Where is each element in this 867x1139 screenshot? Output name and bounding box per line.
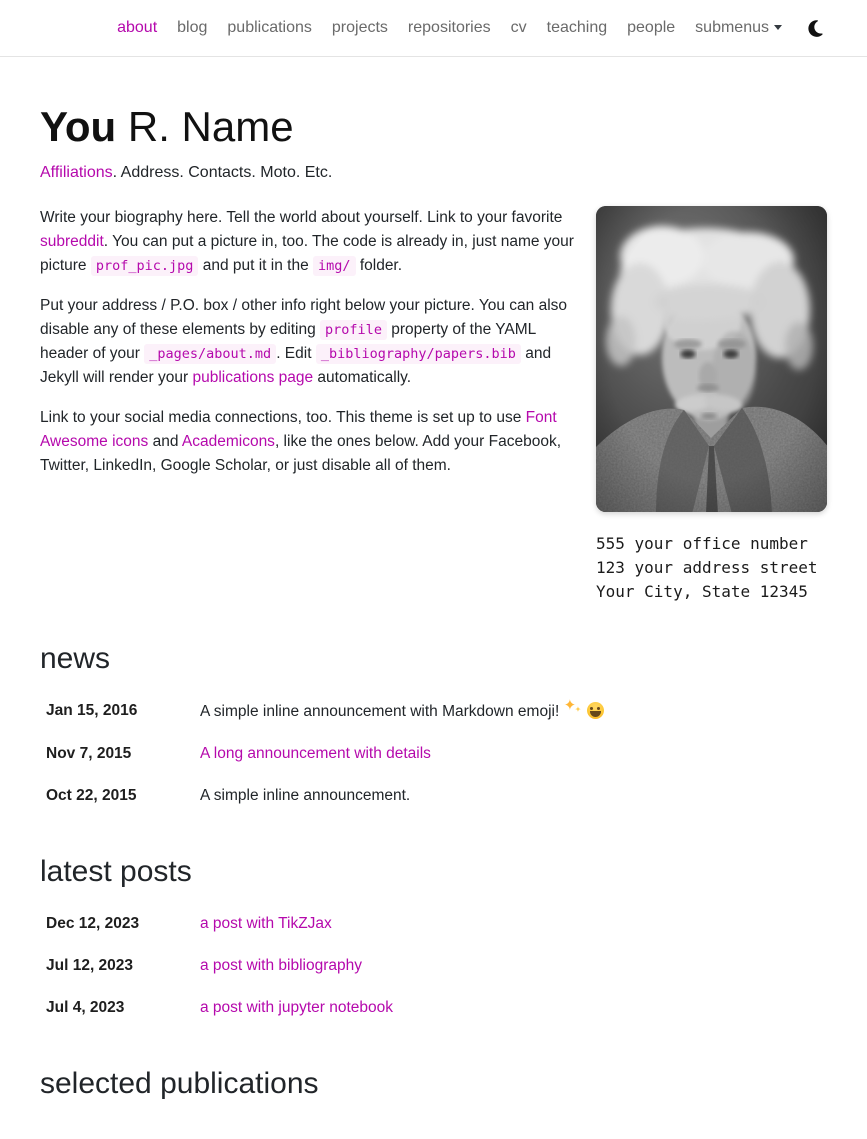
news-section (40, 642, 827, 817)
selected-publications-heading: selected publications (40, 1067, 319, 1101)
sparkles-emoji (564, 702, 583, 718)
bio-paragraph: Link to your social media connections, too. This theme is set up to use Font Awesome icons and Academicons, like the ones below. Add your Facebook, Twitter, LinkedIn, Google Scholar, or just disable all of them. (40, 409, 562, 475)
address-line: Your City, State 12345 (596, 582, 808, 602)
page-title-last-name: R. Name (116, 103, 294, 150)
posts-table (40, 903, 827, 1029)
news-date: Oct 22, 2015 (46, 787, 137, 805)
profile-picture (596, 206, 827, 512)
nav-item-about[interactable]: about (117, 19, 158, 36)
news-text: A simple inline announcement with Markdown emoji! ✦ ✦ (200, 702, 827, 721)
nav-item-cv[interactable]: cv (510, 19, 527, 36)
nav-links (107, 11, 792, 45)
news-row (40, 775, 827, 817)
post-date: Dec 12, 2023 (46, 915, 140, 933)
bio-paragraph: Write your biography here. Tell the world about yourself. Link to your favorite subreddit. You can put a picture in, too. The code is already in, just name your picture prof_pic.jpg and put it in the img/ folder. (40, 209, 574, 275)
nav-item-people[interactable]: people (627, 19, 676, 36)
inline-link[interactable]: A long announcement with details (200, 745, 431, 763)
post-row (40, 903, 827, 945)
inline-code: _pages/about.md (144, 344, 276, 364)
contact-address (596, 532, 827, 604)
news-table (40, 690, 827, 817)
post-row (40, 945, 827, 987)
inline-link[interactable]: Academicons (181, 433, 275, 451)
nav-item-submenus-label: submenus (695, 19, 769, 36)
tagline: Affiliations. Address. Contacts. Moto. Etc. (40, 164, 333, 182)
inline-link[interactable]: Font Awesome icons (40, 409, 557, 451)
moon-icon (808, 19, 823, 38)
news-text (200, 745, 827, 763)
nav-item-teaching[interactable]: teaching (546, 19, 608, 36)
post-title (200, 915, 827, 933)
inline-code: prof_pic.jpg (91, 256, 199, 276)
news-heading: news (40, 642, 111, 676)
inline-code: _bibliography/papers.bib (316, 344, 521, 364)
profile-column (596, 206, 827, 604)
post-row (40, 987, 827, 1029)
nav-item-submenus-dropdown[interactable] (685, 11, 792, 45)
news-row (40, 690, 827, 733)
chevron-down-icon (774, 25, 782, 30)
news-text: A simple inline announcement. (200, 787, 411, 805)
post-date: Jul 4, 2023 (46, 999, 125, 1017)
nav-item-projects[interactable]: projects (331, 19, 388, 36)
inline-link[interactable]: a post with jupyter notebook (200, 999, 394, 1017)
einstein-portrait-image (596, 206, 827, 512)
navbar (0, 0, 867, 57)
bio-paragraph: Put your address / P.O. box / other info right below your picture. You can also disable any of these elements by editing profile property of the YAML header of your _pages/about.md . Edit _bibliography/papers.bib and Jekyll will render your publications page automatically. (40, 297, 568, 387)
biography (40, 206, 576, 478)
post-date: Jul 12, 2023 (46, 957, 134, 975)
latest-posts-section (40, 855, 827, 1029)
page-header (40, 105, 827, 182)
inline-code: img/ (313, 256, 356, 276)
inline-link[interactable]: Affiliations (40, 164, 113, 182)
news-date: Nov 7, 2015 (46, 745, 132, 763)
inline-link[interactable]: subreddit (40, 233, 104, 251)
post-title (200, 999, 827, 1017)
address-line: 555 your office number (596, 534, 808, 554)
page-title (40, 105, 827, 149)
dark-mode-toggle[interactable] (804, 15, 827, 42)
inline-link[interactable]: a post with TikZJax (200, 915, 332, 933)
news-date: Jan 15, 2016 (46, 702, 138, 720)
main-content (40, 105, 827, 1139)
inline-code: profile (320, 320, 387, 340)
nav-item-repositories[interactable]: repositories (407, 19, 491, 36)
nav-item-blog[interactable]: blog (177, 19, 208, 36)
news-row (40, 733, 827, 775)
latest-posts-heading: latest posts (40, 855, 192, 889)
selected-publications-section (40, 1067, 827, 1101)
profile-section (40, 206, 827, 604)
post-title (200, 957, 827, 975)
smile-emoji (587, 702, 604, 719)
inline-link[interactable]: a post with bibliography (200, 957, 362, 975)
inline-link[interactable]: publications page (192, 369, 314, 387)
nav-item-publications[interactable]: publications (227, 19, 312, 36)
page-title-first-name: You (40, 103, 117, 150)
address-line: 123 your address street (596, 558, 818, 578)
